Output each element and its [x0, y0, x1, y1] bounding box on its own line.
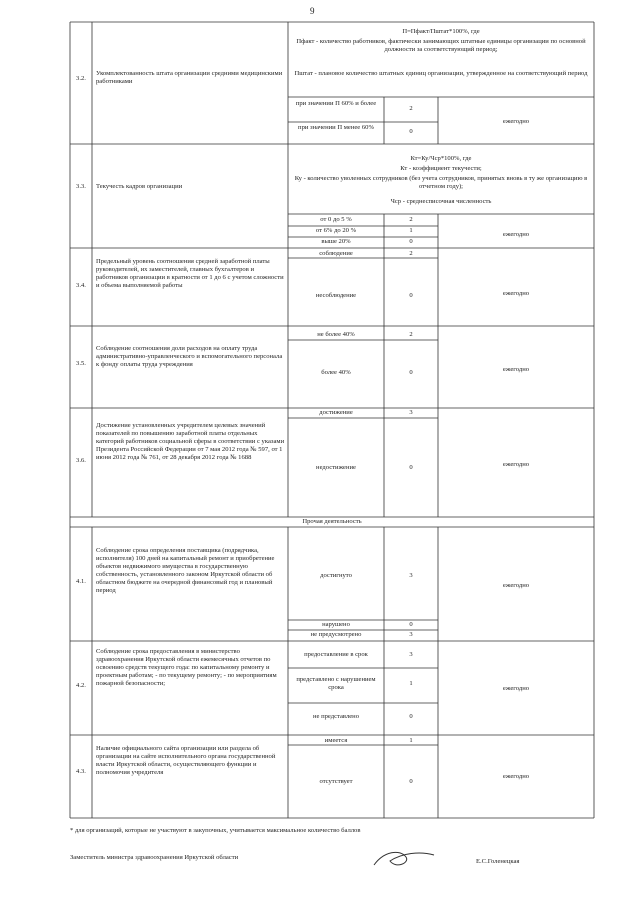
formula-line: Пфакт - количество работников, фактически занимающих штатные единицы организации по основной должности за соответствующий период; — [296, 38, 586, 53]
criterion-score: 2 — [409, 105, 413, 112]
indicator-name: Соблюдение срока предоставления в министерство здравоохранения Иркутской области ежемесячных отчетов по освоению средств текущего года: по капитальному ремонту и проектным работам; - по текущему ремонту; - по мероприятиям пожарной безопасности; — [96, 648, 277, 687]
indicator-name: Наличие официального сайта организации или раздела об организации на сайте исполнительного органа государственной власти Иркутской области, осуществляющего функции и полномочия учредителя — [96, 745, 276, 776]
criterion-label: имеется — [324, 737, 348, 744]
criterion-label: несоблюдение — [315, 292, 357, 299]
footnote: * для организаций, которые не участвуют в закупочных, учитывается максимальное количество баллов — [70, 827, 361, 834]
indicator-name: Достижение установленных учредителем целевых значений показателей по повышению заработной платы отдельных категорий работников социальной сферы в соответствии с указами Президента Российской Федерации от 7 мая 2012 года № 597, от 1 июня 2012 года № 761, от 28 декабря 2012 года № 1688 — [96, 422, 285, 461]
criterion-score: 0 — [409, 369, 413, 376]
signature-name: Е.С.Голенецкая — [476, 858, 520, 865]
signature-position: Заместитель министра здравоохранения Иркутской области — [70, 854, 239, 861]
criterion-score: 0 — [409, 778, 413, 785]
criterion-label: соблюдение — [319, 250, 353, 257]
criterion-label: представлено с нарушением срока — [296, 676, 376, 691]
criterion-score: 2 — [409, 250, 413, 257]
formula-line: Кт=Ку/Чср*100%, где — [410, 155, 472, 162]
formula-line: Чср - среднесписочная численность — [390, 198, 492, 205]
criterion-label: от 6% до 20 % — [315, 227, 357, 234]
indicator-name: Укомплектованность штата организации средними медицинскими работниками — [96, 70, 283, 85]
periodicity: ежегодно — [502, 290, 530, 297]
criterion-score: 1 — [409, 680, 413, 687]
periodicity: ежегодно — [502, 366, 530, 373]
criterion-score: 0 — [409, 238, 413, 245]
indicator-name: Соблюдение срока определения поставщика (подрядчика, исполнителя) 100 дней на капитальный ремонт и приобретение объектов недвижимого имущества в государственную собственность, установленного законом Иркутской области об областном бюджете на очередной финансовый год и плановый период — [96, 547, 275, 594]
section-heading: Прочая деятельность — [302, 518, 362, 525]
criterion-label: при значении П менее 60% — [298, 124, 374, 131]
criterion-score: 1 — [409, 227, 413, 234]
criterion-label: достигнуто — [320, 572, 352, 579]
criterion-score: 0 — [409, 621, 413, 628]
periodicity: ежегодно — [502, 118, 530, 125]
criterion-label: нарушено — [322, 621, 350, 628]
criterion-score: 3 — [409, 572, 413, 579]
row-number: 3.4. — [76, 282, 86, 289]
formula-line: Кт - коэффициент текучести; — [400, 165, 482, 172]
criterion-label: предоставление в срок — [304, 651, 368, 658]
indicator-name: Текучесть кадров организации — [96, 183, 183, 190]
criterion-score: 1 — [409, 737, 413, 744]
criterion-label: не предусмотрено — [310, 631, 362, 638]
formula-line: П=Пфакт/Пштат*100%, где — [402, 28, 480, 35]
criterion-score: 0 — [409, 464, 413, 471]
criterion-label: не более 40% — [317, 331, 355, 338]
criterion-label: при значении П 60% и более — [295, 100, 377, 107]
row-number: 3.6. — [76, 457, 86, 464]
criterion-score: 3 — [409, 651, 413, 658]
indicator-name: Соблюдение соотношения доли расходов на оплату труда административно-управленческого и вспомогательного персонала к фонду оплаты труда учреждения — [96, 345, 283, 368]
criterion-score: 0 — [409, 713, 413, 720]
criterion-score: 0 — [409, 128, 413, 135]
criterion-label: достижение — [319, 409, 353, 416]
criterion-label: более 40% — [321, 369, 351, 376]
criterion-score: 3 — [409, 631, 413, 638]
row-number: 3.3. — [76, 183, 86, 190]
criterion-score: 0 — [409, 292, 413, 299]
row-number: 4.1. — [76, 578, 86, 585]
row-number: 4.3. — [76, 768, 86, 775]
criterion-score: 2 — [409, 331, 413, 338]
criterion-label: выше 20% — [321, 238, 351, 245]
periodicity: ежегодно — [502, 231, 530, 238]
formula-line: Пштат - плановое количество штатных единиц организации, утвержденное на соответствующий период — [294, 70, 588, 77]
periodicity: ежегодно — [502, 773, 530, 780]
criterion-label: недостижение — [316, 464, 356, 471]
row-number: 3.2. — [76, 75, 86, 82]
indicator-name: Предельный уровень соотношения средней заработной платы руководителей, их заместителей, главных бухгалтеров и работников организации в кратности от 1 до 6 с учетом сложности и объема выполняемой работы — [96, 258, 284, 289]
row-number: 4.2. — [76, 682, 86, 689]
page-number: 9 — [310, 6, 315, 16]
criterion-score: 2 — [409, 216, 413, 223]
signature-scribble — [370, 843, 440, 873]
periodicity: ежегодно — [502, 461, 530, 468]
periodicity: ежегодно — [502, 685, 530, 692]
criterion-label: от 0 до 5 % — [320, 216, 352, 223]
criterion-label: отсутствует — [319, 778, 353, 785]
criterion-label: не представлено — [312, 713, 359, 720]
periodicity: ежегодно — [502, 582, 530, 589]
formula-line: Ку - количество уволенных сотрудников (без учета сотрудников, принятых вновь в ту же организацию в отчетном году); — [294, 175, 588, 190]
row-number: 3.5. — [76, 360, 86, 367]
criterion-score: 3 — [409, 409, 413, 416]
